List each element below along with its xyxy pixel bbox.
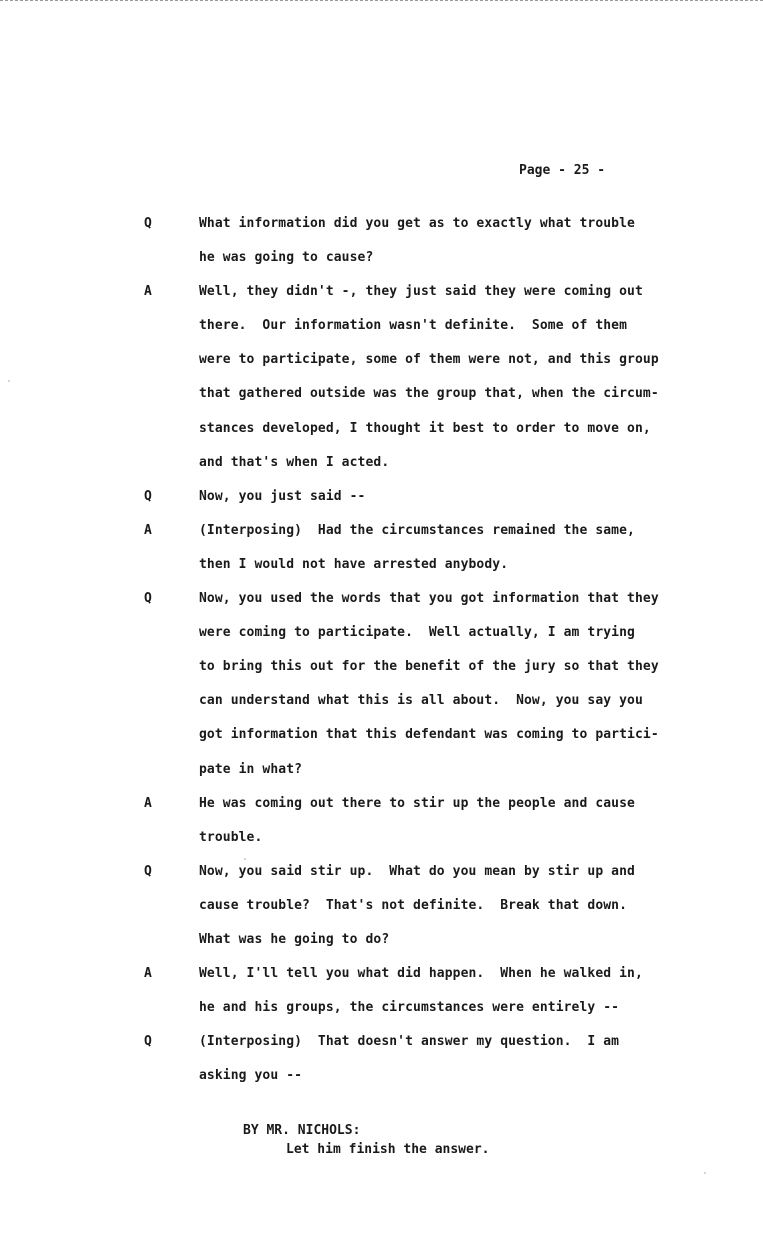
question-marker: Q [144,863,152,879]
testimony-line: to bring this out for the benefit of the jury so that they [199,659,659,675]
page-number: Page - 25 - [519,163,606,178]
speaker-attribution: BY MR. NICHOLS: [243,1123,361,1138]
scan-speck [704,1172,706,1174]
testimony-line: can understand what this is all about. Now, you say you [199,693,643,709]
testimony-line: (Interposing) Had the circumstances remained the same, [199,522,635,538]
testimony-line: then I would not have arrested anybody. [199,556,509,572]
question-marker: Q [144,1034,152,1050]
testimony-line: asking you -- [199,1068,303,1084]
testimony-line: trouble. [199,829,263,845]
testimony-line: Now, you said stir up. What do you mean by stir up and [199,863,635,879]
testimony-line: he was going to cause? [199,250,374,266]
testimony-line: Now, you used the words that you got information that they [199,591,659,607]
answer-marker: A [144,522,152,538]
answer-marker: A [144,795,152,811]
question-marker: Q [144,591,152,607]
testimony-line: got information that this defendant was coming to partici- [199,727,659,743]
testimony-line: (Interposing) That doesn't answer my question. I am [199,1034,620,1050]
testimony-line: that gathered outside was the group that, when the circum- [199,386,659,402]
scan-speck [244,858,246,860]
page-top-edge [0,0,763,6]
question-marker: Q [144,216,152,231]
testimony-line: Well, I'll tell you what did happen. When he walked in, [199,966,643,982]
testimony-line: were to participate, some of them were not, and this group [199,352,659,368]
testimony-line: What information did you get as to exactly what trouble [199,216,635,231]
testimony-line: Now, you just said -- [199,488,366,504]
testimony-line: there. Our information wasn't definite. Some of them [199,318,628,334]
testimony-line: Well, they didn't -, they just said they were coming out [199,284,643,300]
testimony-line: were coming to participate. Well actually, I am trying [199,625,635,641]
scan-speck [8,380,10,382]
testimony-line: stances developed, I thought it best to order to move on, [199,420,651,436]
testimony-line: He was coming out there to stir up the people and cause [199,795,635,811]
question-marker: Q [144,488,152,504]
testimony-line: cause trouble? That's not definite. Break that down. [199,897,628,913]
testimony-line: he and his groups, the circumstances were entirely -- [199,1000,620,1016]
answer-marker: A [144,966,152,982]
testimony-line: pate in what? [199,761,303,777]
testimony-line: and that's when I acted. [199,454,390,470]
answer-marker: A [144,284,152,300]
testimony-line: What was he going to do? [199,932,390,948]
remark-line: Let him finish the answer. [286,1142,490,1157]
